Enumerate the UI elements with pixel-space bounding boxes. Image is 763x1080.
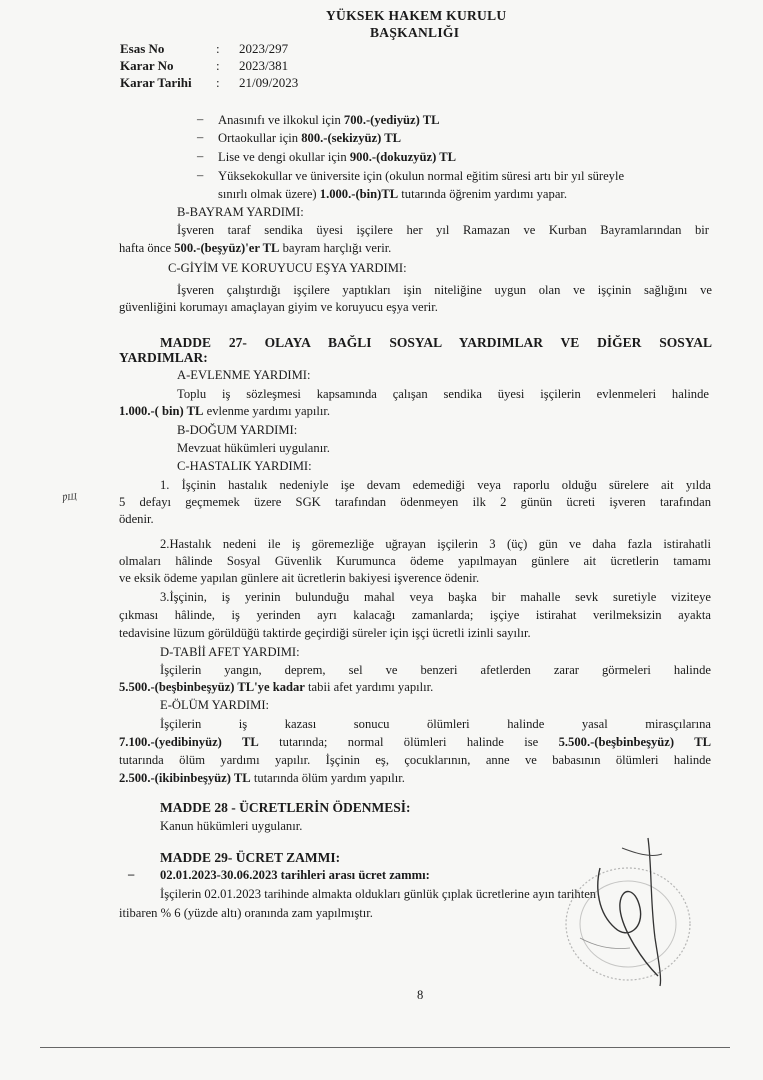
footer-rule — [40, 1047, 730, 1048]
paragraph-line: 7.100.-(yedibinyüz) TL tutarında; normal ölümleri halinde ise 5.500.-(beşbinbeşyüz) TL — [119, 735, 711, 749]
amount: 5.500.-(beşbinbeşyüz) TL'ye kadar — [119, 680, 305, 694]
meta-label: Esas No — [120, 41, 165, 56]
list-item-cont — [218, 186, 567, 202]
paragraph-line: İşçilerin 02.01.2023 tarihinde almakta oldukları günlük çıplak ücretlerine ayın tarihten — [160, 887, 597, 901]
paragraph-line: itibaren % 6 (yüzde altı) oranında zam yapılmıştır. — [119, 906, 373, 920]
paragraph-line: güvenliğini korumayı amaçlayan giyim ve koruyucu eşya verir. — [119, 300, 438, 314]
page-number: 8 — [417, 988, 424, 1002]
meta-value: 2023/381 — [239, 58, 289, 73]
list-dash: – — [197, 112, 204, 126]
amount: 5.500.-(beşbinbeşyüz) TL — [558, 735, 711, 749]
article-heading-cont: YARDIMLAR: — [119, 350, 208, 365]
amount: 7.100.-(yedibinyüz) TL — [119, 735, 259, 749]
margin-initials: ǷЩ — [61, 491, 78, 503]
list-dash: – — [197, 149, 204, 163]
amount: 500.-(beşyüz)'er TL — [174, 241, 280, 255]
section-heading: B-BAYRAM YARDIMI: — [177, 205, 304, 219]
paragraph-line: çıkması hâlinde, iş yerinden ayrı kalacağı zamanlarda; işçiye istirahat verilmeksizin ayakta — [119, 608, 711, 622]
paragraph-line: İşveren çalıştırdığı işçilere yaptıkları işin niteliğine uygun olan ve işçinin sağlığını ve — [177, 283, 712, 297]
item-amount: 1.000.-(bin)TL — [319, 187, 399, 201]
paragraph-line: Kanun hükümleri uygulanır. — [160, 819, 303, 833]
meta-sep: : — [216, 58, 220, 73]
meta-value: 21/09/2023 — [239, 75, 299, 90]
section-heading: D-TABİİ AFET YARDIMI: — [160, 645, 300, 659]
paragraph-line: 1.000.-( bin) TL evlenme yardımı yapılır. — [119, 404, 331, 418]
meta-value: 2023/297 — [239, 41, 289, 56]
meta-label: Karar No — [120, 58, 174, 73]
paragraph-line: tedavisine lüzum görüldüğü taktirde geçirdiği süreler için işçi ücretli izinli sayılır. — [119, 626, 531, 640]
paragraph-line: 2.500.-(ikibinbeşyüz) TL tutarında ölüm yardım yapılır. — [119, 771, 405, 785]
list-item — [218, 112, 440, 128]
paragraph-line: 5.500.-(beşbinbeşyüz) TL'ye kadar tabii afet yardımı yapılır. — [119, 680, 434, 694]
meta-label: Karar Tarihi — [120, 75, 192, 90]
paragraph-line: ve eksik ödeme yapılan günlere ait ücretlerin bakiyesi işverence ödenir. — [119, 571, 480, 585]
paragraph-line: Toplu iş sözleşmesi kapsamında çalışan sendika üyesi işçilerin evlenmeleri halinde — [177, 387, 709, 401]
paragraph-line: hafta önce 500.-(beşyüz)'er TL bayram harçlığı verir. — [119, 241, 392, 255]
article-heading: MADDE 28 - ÜCRETLERİN ÖDENMESİ: — [160, 800, 411, 815]
header-line2: BAŞKANLIĞI — [370, 25, 460, 40]
list-item — [218, 149, 456, 165]
item-amount: 800.-(sekizyüz) TL — [301, 131, 402, 145]
sub-heading: 02.01.2023-30.06.2023 tarihleri arası ücret zammı: — [160, 868, 430, 882]
list-dash: – — [197, 168, 204, 182]
paragraph-line: tutarında ölüm yardımı yapılır. İşçinin eş, çocuklarının, anne ve babasının ölümleri halinde — [119, 753, 711, 767]
item-text: tutarında öğrenim yardımı yapar. — [398, 187, 568, 201]
list-dash: – — [128, 867, 135, 881]
meta-sep: : — [216, 41, 220, 56]
section-heading: E-ÖLÜM YARDIMI: — [160, 698, 270, 712]
section-heading: B-DOĞUM YARDIMI: — [177, 423, 298, 437]
section-heading: A-EVLENME YARDIMI: — [177, 368, 311, 382]
paragraph-line: 1. İşçinin hastalık nedeniyle işe devam edemediği veya raporlu olduğu sürelere ait yılda — [160, 478, 711, 492]
section-heading: C-GİYİM VE KORUYUCU EŞYA YARDIMI: — [168, 261, 407, 275]
meta-sep: : — [216, 75, 220, 90]
list-item: Yüksekokullar ve üniversite için (okulun normal eğitim süresi artı bir yıl süreyle — [218, 169, 625, 183]
amount: 1.000.-( bin) TL — [119, 404, 204, 418]
paragraph-line: İşçilerin iş kazası sonucu ölümleri halinde yasal mirasçılarına — [160, 717, 711, 731]
list-item — [218, 130, 401, 146]
item-amount: 900.-(dokuzyüz) TL — [349, 150, 456, 164]
paragraph-line: olmaları hâlinde Sosyal Güvenlik Kurumunca ödeme yapılmayan günlere ait ücretlerin tamamı — [119, 554, 711, 568]
list-dash: – — [197, 130, 204, 144]
item-text: Ortaokullar için — [218, 131, 302, 145]
paragraph-line: 5 defayı geçmemek üzere SGK tarafından ödenmeyen ilk 2 günün ücreti işveren tarafından — [119, 495, 711, 509]
paragraph-line: Mevzuat hükümleri uygulanır. — [177, 441, 330, 455]
header-line1: YÜKSEK HAKEM KURULU — [326, 8, 507, 23]
article-heading: MADDE 27- OLAYA BAĞLI SOSYAL YARDIMLAR VE DİĞER SOSYAL — [160, 335, 712, 350]
paragraph-line: İşçilerin yangın, deprem, sel ve benzeri afetlerden zarar görmeleri halinde — [160, 663, 711, 677]
item-text: Anasınıfı ve ilkokul için — [218, 113, 344, 127]
article-heading: MADDE 29- ÜCRET ZAMMI: — [160, 850, 341, 865]
paragraph-line: 3.İşçinin, iş yerinin bulunduğu mahal veya başka bir mahalle sevk suretiyle viziteye — [160, 590, 711, 604]
item-text: sınırlı olmak üzere) — [218, 187, 320, 201]
paragraph-line: 2.Hastalık nedeni ile iş göremezliğe uğrayan işçilerin 3 (üç) gün ve daha fazla istirahatli — [160, 537, 711, 551]
paragraph-line: İşveren taraf sendika üyesi işçilere her yıl Ramazan ve Kurban Bayramlarından bir — [177, 223, 709, 237]
paragraph-line: ödenir. — [119, 512, 154, 526]
official-stamp-signature — [540, 828, 710, 988]
item-text: Lise ve dengi okullar için — [218, 150, 350, 164]
amount: 2.500.-(ikibinbeşyüz) TL — [119, 771, 251, 785]
section-heading: C-HASTALIK YARDIMI: — [177, 459, 312, 473]
item-amount: 700.-(yediyüz) TL — [343, 113, 440, 127]
